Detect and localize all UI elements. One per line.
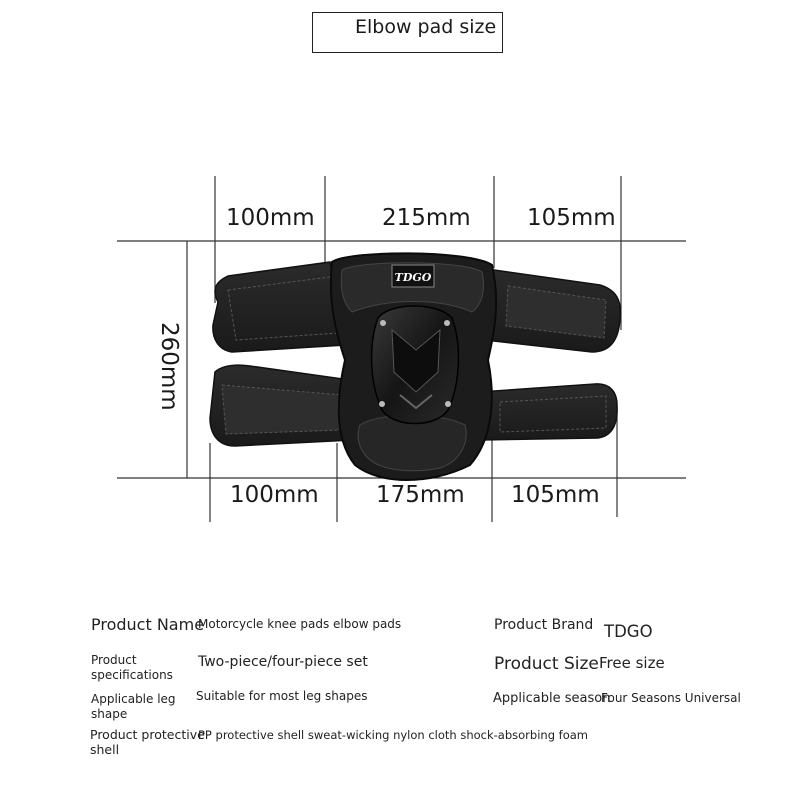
- dim-top-mid: 215mm: [382, 205, 471, 231]
- page-title: Elbow pad size: [355, 16, 497, 38]
- dim-bottom-left: 100mm: [230, 482, 319, 508]
- applicable-leg-value: Suitable for most leg shapes: [196, 689, 368, 703]
- product-size-value: Free size: [599, 654, 665, 672]
- applicable-season-value: Four Seasons Universal: [601, 691, 741, 705]
- product-specifications-label: Product specifications: [91, 653, 173, 682]
- product-name-value: Motorcycle knee pads elbow pads: [198, 617, 402, 631]
- dim-top-right: 105mm: [527, 205, 616, 231]
- brand-logo-plate: [392, 265, 434, 287]
- dim-top-left: 100mm: [226, 205, 315, 231]
- product-name-label: Product Name: [91, 615, 205, 634]
- product-brand-label: Product Brand: [494, 617, 594, 633]
- product-protective-value: PP protective shell sweat-wicking nylon cloth shock-absorbing foam: [198, 728, 588, 742]
- product-brand-value: TDGO: [604, 622, 653, 641]
- brand-logo-text: TDGO: [394, 271, 432, 284]
- dim-height: 260mm: [156, 322, 182, 411]
- dim-bottom-mid: 175mm: [376, 482, 465, 508]
- product-protective-label: Product protective shell: [90, 727, 205, 757]
- product-size-label: Product Size: [494, 654, 599, 674]
- applicable-season-label: Applicable season: [493, 691, 611, 706]
- dim-bottom-right: 105mm: [511, 482, 600, 508]
- product-specifications-value: Two-piece/four-piece set: [198, 654, 368, 670]
- applicable-leg-label: Applicable leg shape: [91, 692, 176, 721]
